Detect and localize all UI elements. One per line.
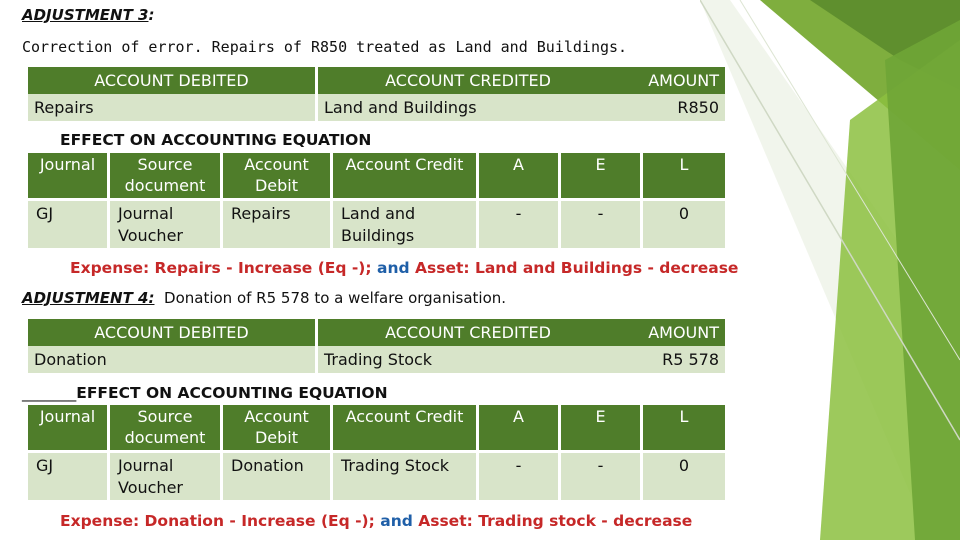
eq-header-l: L [643,402,725,450]
ledger-header-debited: ACCOUNT DEBITED [28,67,318,94]
eq-header-e: E [561,150,643,198]
adjustment-4-heading: ADJUSTMENT 4: [22,289,155,307]
ledger-amount-value: R5 578 [662,350,719,369]
eq-header-debit: Account Debit [223,150,333,198]
eq-source-value: Journal Voucher [110,450,223,500]
eq-header-source: Source document [110,402,223,450]
ledger-header-amount: AMOUNT [648,323,719,342]
eq-e-value: - [561,198,643,248]
ledger-header-row [28,67,725,94]
eq-header-a: A [479,150,561,198]
adjustment-4-equation-table [28,402,725,500]
eq-header-source: Source document [110,150,223,198]
eq-e-value: - [561,450,643,500]
eq-header-e: E [561,402,643,450]
equation-header-row [28,402,725,450]
ledger-debit-value: Donation [28,346,318,373]
eq-header-journal: Journal [28,402,110,450]
adjustment-3-ledger-table [28,67,725,121]
adjustment-3-heading: ADJUSTMENT 3: [22,6,155,24]
adjustment-4-ledger-table [28,319,725,373]
ledger-debit-value: Repairs [28,94,318,121]
adjustment-3-equation-table [28,150,725,248]
ledger-header-row [28,319,725,346]
adjustment-4-note: Expense: Donation - Increase (Eq -); and Asset: Trading stock - decrease [60,512,693,530]
eq-l-value: 0 [643,450,725,500]
adjustment-4-effect-title: _______EFFECT ON ACCOUNTING EQUATION [22,384,388,402]
ledger-row [28,346,725,373]
eq-a-value: - [479,198,561,248]
eq-credit-value: Trading Stock [333,450,479,500]
eq-credit-value: Land and Buildings [333,198,479,248]
equation-row [28,198,725,248]
adjustment-3-note: Expense: Repairs - Increase (Eq -); and Asset: Land and Buildings - decrease [70,259,739,277]
decorative-green-shapes [700,0,960,540]
ledger-credit-value: Trading Stock [324,350,433,369]
eq-source-value: Journal Voucher [110,198,223,248]
eq-journal-value: GJ [28,450,110,500]
equation-row [28,450,725,500]
ledger-credit-value: Land and Buildings [324,98,477,117]
adjustment-3-effect-title: EFFECT ON ACCOUNTING EQUATION [60,131,372,149]
eq-debit-value: Repairs [223,198,333,248]
eq-header-credit: Account Credit [333,150,479,198]
ledger-header-credited: ACCOUNT CREDITED [385,323,551,342]
adjustment-4-description: Donation of R5 578 to a welfare organisation. [164,289,507,307]
eq-l-value: 0 [643,198,725,248]
ledger-header-amount: AMOUNT [648,71,719,90]
eq-header-l: L [643,150,725,198]
ledger-header-debited: ACCOUNT DEBITED [28,319,318,346]
eq-debit-value: Donation [223,450,333,500]
eq-header-credit: Account Credit [333,402,479,450]
eq-journal-value: GJ [28,198,110,248]
adjustment-3-description: Correction of error. Repairs of R850 treated as Land and Buildings. [22,38,628,56]
equation-header-row [28,150,725,198]
ledger-header-credited: ACCOUNT CREDITED [385,71,551,90]
ledger-amount-value: R850 [677,98,719,117]
adjustment-4-line [22,289,506,307]
eq-a-value: - [479,450,561,500]
eq-header-journal: Journal [28,150,110,198]
ledger-row [28,94,725,121]
eq-header-a: A [479,402,561,450]
eq-header-debit: Account Debit [223,402,333,450]
